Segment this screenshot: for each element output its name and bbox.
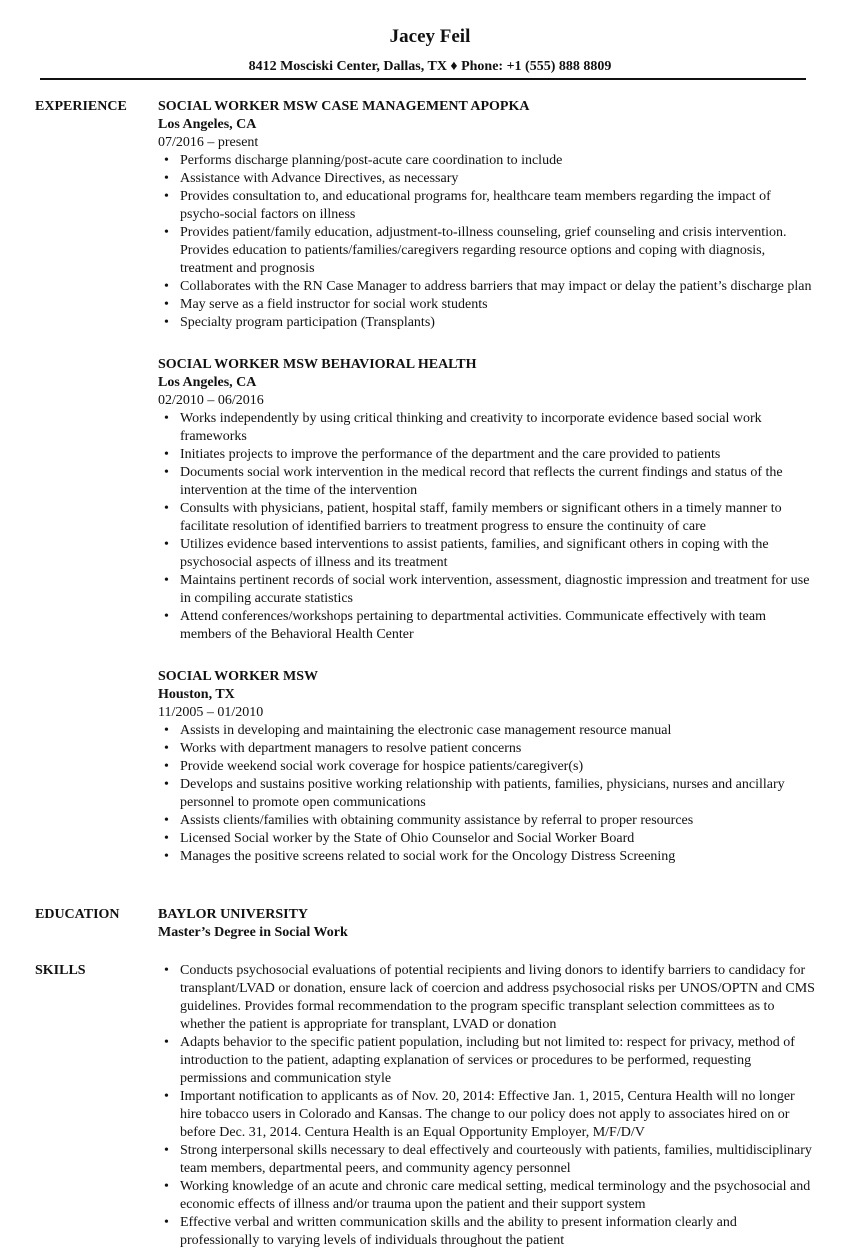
list-item: • Maintains pertinent records of social work intervention, assessment, diagnostic impression and treatment for use in compiling accurate statistics xyxy=(158,572,818,608)
list-item: • Consults with physicians, patient, hospital staff, family members or significant others in a timely manner to facilitate resolution of identified barriers to treatment progress to ensure the continuity of care xyxy=(158,500,818,536)
job-bullets xyxy=(158,722,818,866)
list-item: • Conducts psychosocial evaluations of potential recipients and living donors to identify barriers to candidacy for transplant/LVAD or donation, ensure lack of coercion and address psychosocial risks per UNOS/OPTN and CMS guidelines. Provides formal recommendation to the program specific transplant selection committees as to whether the patient is appropriate for transplant, LVAD or donation xyxy=(158,962,818,1034)
list-item: • Specialty program participation (Transplants) xyxy=(158,314,818,332)
job-entry xyxy=(158,356,818,644)
list-item: • Performs discharge planning/post-acute care coordination to include xyxy=(158,152,818,170)
list-item: • Strong interpersonal skills necessary to deal effectively and courteously with patients, families, multidisciplinary team members, departmental peers, and community agency personnel xyxy=(158,1142,818,1178)
header-divider xyxy=(40,78,806,80)
job-bullets xyxy=(158,410,818,644)
education-section xyxy=(0,906,860,942)
list-item: • Attend conferences/workshops pertaining to departmental activities. Communicate effectively with team members of the Behavioral Health Center xyxy=(158,608,818,644)
job-entry xyxy=(158,98,818,332)
list-item: • Utilizes evidence based interventions to assist patients, families, and significant others in coping with the psychosocial aspects of illness and its treatment xyxy=(158,536,818,572)
section-label: EXPERIENCE xyxy=(35,99,127,114)
job-title: SOCIAL WORKER MSW BEHAVIORAL HEALTH xyxy=(158,357,477,372)
list-item: • Manages the positive screens related to social work for the Oncology Distress Screening xyxy=(158,848,818,866)
experience-section xyxy=(0,98,860,890)
section-label: EDUCATION xyxy=(35,907,120,922)
list-item: • Works independently by using critical thinking and creativity to incorporate evidence based social work frameworks xyxy=(158,410,818,446)
job-location: Houston, TX xyxy=(158,687,235,702)
list-item: • Provides consultation to, and educational programs for, healthcare team members regarding the impact of psycho-social factors on illness xyxy=(158,188,818,224)
job-dates: 07/2016 – present xyxy=(158,135,259,150)
job-location: Los Angeles, CA xyxy=(158,117,257,132)
list-item: • Assistance with Advance Directives, as necessary xyxy=(158,170,818,188)
list-item: • Licensed Social worker by the State of Ohio Counselor and Social Worker Board xyxy=(158,830,818,848)
list-item: • Collaborates with the RN Case Manager to address barriers that may impact or delay the patient’s discharge plan xyxy=(158,278,818,296)
contact-line: 8412 Mosciski Center, Dallas, TX ♦ Phone: +1 (555) 888 8809 xyxy=(248,59,612,74)
school-name: BAYLOR UNIVERSITY xyxy=(158,907,309,922)
list-item: • May serve as a field instructor for social work students xyxy=(158,296,818,314)
list-item: • Adapts behavior to the specific patient population, including but not limited to: respect for privacy, method of introduction to the patient, adapting explanation of services or procedures to be performed, requesting permissions and communication style xyxy=(158,1034,818,1088)
job-entry xyxy=(158,668,818,866)
job-dates: 11/2005 – 01/2010 xyxy=(158,705,264,720)
job-title: SOCIAL WORKER MSW CASE MANAGEMENT APOPKA xyxy=(158,99,530,114)
job-list xyxy=(158,98,818,866)
list-item: • Assists clients/families with obtaining community assistance by referral to proper resources xyxy=(158,812,818,830)
list-item: • Initiates projects to improve the performance of the department and the care provided to patients xyxy=(158,446,818,464)
degree: Master’s Degree in Social Work xyxy=(158,925,348,940)
list-item: • Provide weekend social work coverage for hospice patients/caregiver(s) xyxy=(158,758,818,776)
list-item: • Important notification to applicants as of Nov. 20, 2014: Effective Jan. 1, 2015, Centura Health will no longer hire tobacco users in Colorado and Kansas. The change to our policy does not apply to associates hired on or before Dec. 31, 2014. Centura Health is an Equal Opportunity Employer, M/F/D/V xyxy=(158,1088,818,1142)
list-item: • Working knowledge of an acute and chronic care medical setting, medical terminology and the psychosocial and economic effects of illness and/or trauma upon the patient and their support system xyxy=(158,1178,818,1214)
section-label: SKILLS xyxy=(35,963,86,978)
list-item: • Documents social work intervention in the medical record that reflects the current findings and status of the intervention at the time of the intervention xyxy=(158,464,818,500)
job-title: SOCIAL WORKER MSW xyxy=(158,669,318,684)
resume-name: Jacey Feil xyxy=(389,26,471,47)
job-dates: 02/2010 – 06/2016 xyxy=(158,393,264,408)
job-bullets xyxy=(158,152,818,332)
list-item: • Assists in developing and maintaining the electronic case management resource manual xyxy=(158,722,818,740)
skills-list xyxy=(158,962,818,1250)
skills-section xyxy=(0,962,860,1250)
list-item: • Develops and sustains positive working relationship with patients, families, physicians, nurses and ancillary personnel to promote open communications xyxy=(158,776,818,812)
list-item: • Works with department managers to resolve patient concerns xyxy=(158,740,818,758)
job-location: Los Angeles, CA xyxy=(158,375,257,390)
list-item: • Provides patient/family education, adjustment-to-illness counseling, grief counseling and crisis intervention. Provides education to patients/families/caregivers regarding resource options and coping with diagnosis, treatment and prognosis xyxy=(158,224,818,278)
list-item: • Effective verbal and written communication skills and the ability to present information clearly and professionally to varying levels of individuals throughout the patient xyxy=(158,1214,818,1250)
